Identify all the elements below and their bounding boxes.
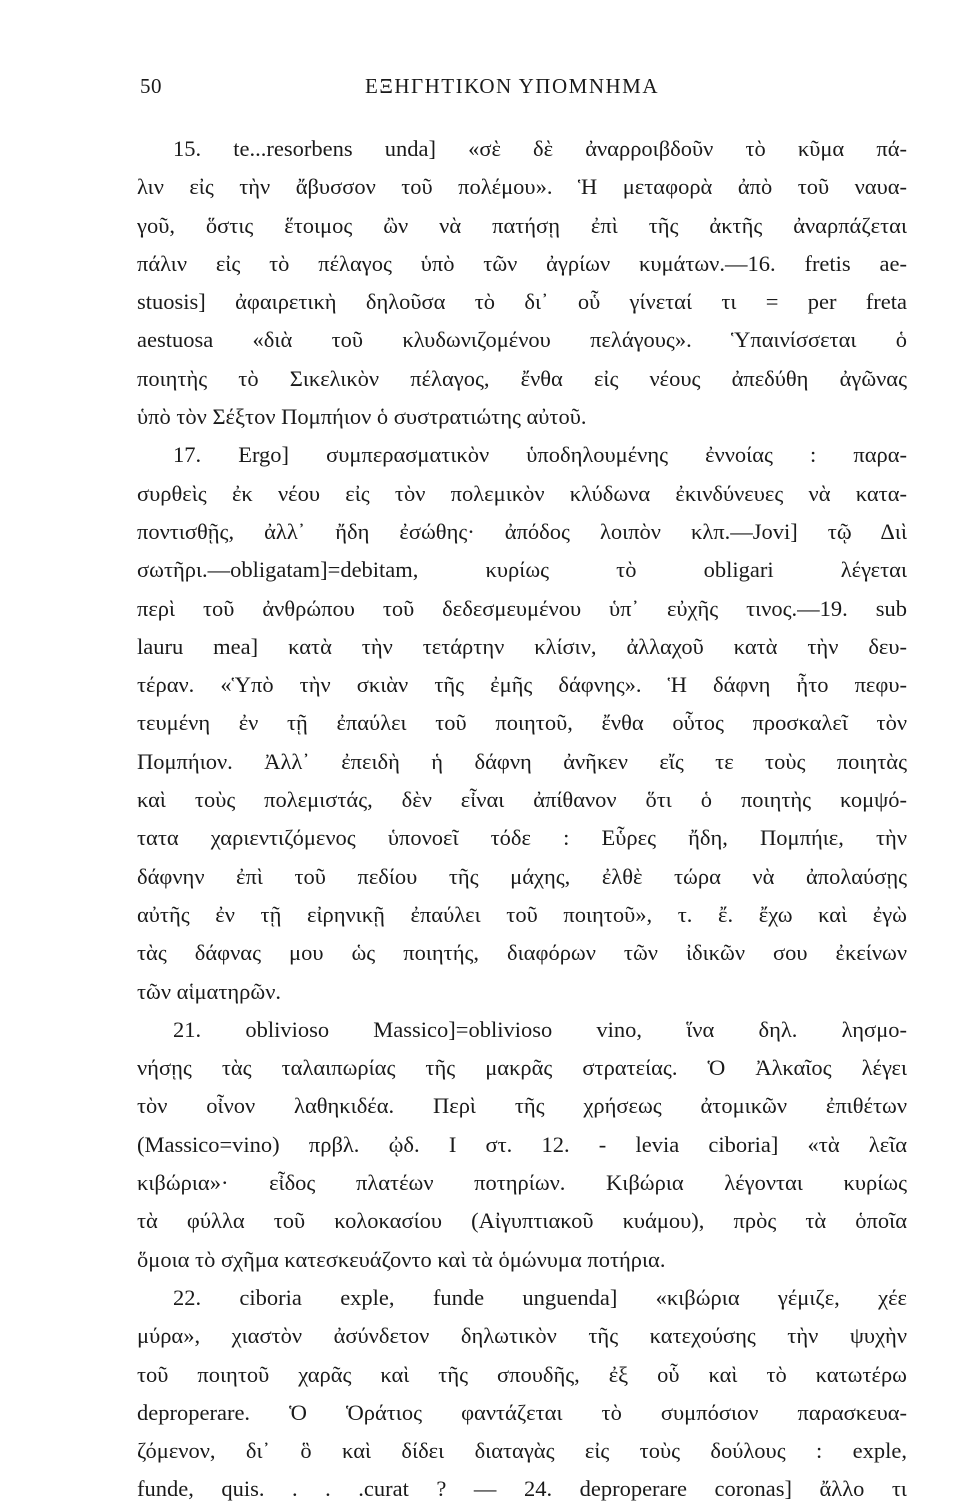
text-line: μύρα», χιαστὸν ἀσύνδετον δηλωτικὸν τῆς κατεχούσης τὴν ψυχὴν <box>137 1323 907 1349</box>
text-line: stuosis] ἀφαιρετικὴ δηλοῦσα τὸ δι᾽ οὗ γίνεταί τι = per freta <box>137 289 907 315</box>
text-line: 15. te...resorbens unda] «σὲ δὲ ἀναρροιβδοῦν τὸ κῦμα πά- <box>173 136 907 161</box>
text-line: τὰς δάφνας μου ὡς ποιητής, διαφόρων τῶν ἰδικῶν σου ἐκείνων <box>137 940 907 966</box>
text-line: τὸν οἶνον λαθηκιδέα. Περὶ τῆς χρήσεως ἀτομικῶν ἐπιθέτων <box>137 1093 907 1119</box>
text-line: ὑπὸ τὸν Σέξτον Πομπήιον ὁ συστρατιώτης αὐτοῦ. <box>137 404 587 430</box>
text-line: 21. oblivioso Massico]=oblivioso vino, ἵνα δηλ. λησμο- <box>173 1016 907 1042</box>
text-line: τευμένη ἐν τῇ ἐπαύλει τοῦ ποιητοῦ, ἔνθα οὗτος προσκαλεῖ τὸν <box>137 710 907 736</box>
text-line: αὐτῆς ἐν τῇ εἰρηνικῇ ἐπαύλει τοῦ ποιητοῦ», τ. ἔ. ἔχω καὶ ἐγὼ <box>137 901 907 927</box>
text-line: καὶ τοὺς πολεμιστάς, δὲν εἶναι ἀπίθανον ὅτι ὁ ποιητὴς κομψό- <box>137 787 907 813</box>
page-number: 50 <box>140 74 162 98</box>
text-line: 22. ciboria exple, funde unguenda] «κιβώρια γέμιζε, χέε <box>173 1284 907 1310</box>
text-line: λιν εἰς τὴν ἄβυσσον τοῦ πολέμου». Ἡ μεταφορὰ ἀπὸ τοῦ ναυα- <box>137 174 907 200</box>
text-line: τατα χαριεντιζόμενος ὑπονοεῖ τόδε : Εὗρες ἤδη, Πομπήιε, τὴν <box>137 825 907 851</box>
text-line: (Massico=vino) πρβλ. ᾠδ. I στ. 12. - levia ciboria] «τὰ λεῖα <box>137 1131 907 1157</box>
text-line: δάφνην ἐπὶ τοῦ πεδίου τῆς μάχης, ἐλθὲ τώρα νὰ ἀπολαύσῃς <box>137 863 907 889</box>
text-line: Πομπήιον. Ἀλλ᾽ ἐπειδὴ ἡ δάφνη ἀνῆκεν εἴς τε τοὺς ποιητὰς <box>137 748 907 774</box>
text-line: πάλιν εἰς τὸ πέλαγος ὑπὸ τῶν ἀγρίων κυμάτων.—16. fretis ae- <box>137 250 907 276</box>
text-line: τῶν αἱματηρῶν. <box>137 978 281 1004</box>
text-line: τέραν. «Ὑπὸ τὴν σκιὰν τῆς ἐμῆς δάφνης». Ἡ δάφνη ἦτο πεφυ- <box>137 672 907 698</box>
text-line: lauru mea] κατὰ τὴν τετάρτην κλίσιν, ἀλλαχοῦ κατὰ τὴν δευ- <box>137 633 907 659</box>
text-line: 17. Ergo] συμπερασματικὸν ὑποδηλουμένης ἐννοίας : παρα- <box>173 442 907 468</box>
text-line: aestuosa «διὰ τοῦ κλυδωνιζομένου πελάγους». Ὑπαινίσσεται ὁ <box>137 327 907 353</box>
text-line: ὅμοια τὸ σχῆμα κατεσκευάζοντο καὶ τὰ ὁμώνυμα ποτήρια. <box>137 1246 666 1272</box>
text-line: συρθεὶς ἐκ νέου εἰς τὸν πολεμικὸν κλύδωνα ἐκινδύνευες νὰ κατα- <box>137 480 907 506</box>
commentary-body <box>137 130 907 1509</box>
text-line: τὰ φύλλα τοῦ κολοκασίου (Αἰγυπτιακοῦ κυάμου), πρὸς τὰ ὁποῖα <box>137 1208 907 1234</box>
text-line: ποιητὴς τὸ Σικελικὸν πέλαγος, ἔνθα εἰς νέους ἀπεδύθη ἀγῶνας <box>137 365 907 391</box>
running-head <box>140 74 700 104</box>
text-line: deproperare. Ὁ Ὁράτιος φαντάζεται τὸ συμπόσιον παρασκευα- <box>137 1399 907 1425</box>
text-line: funde, quis. . . .curat ? — 24. deproperare coronas] ἄλλο τι <box>137 1476 907 1502</box>
text-line: ποντισθῇς, ἀλλ᾽ ἤδη ἐσώθης· ἀπόδος λοιπὸν κλπ.—Jovi] τῷ Διὶ <box>137 518 907 544</box>
text-line: περὶ τοῦ ἀνθρώπου τοῦ δεδεσμευμένου ὑπ᾽ εὐχῆς τινος.—19. sub <box>137 595 907 621</box>
running-title: ΕΞΗΓΗΤΙΚΟΝ ΥΠΟΜΝΗΜΑ <box>365 74 659 98</box>
text-line: τοῦ ποιητοῦ χαρᾶς καὶ τῆς σπουδῆς, ἐξ οὗ καὶ τὸ κατωτέρω <box>137 1361 907 1387</box>
text-line: ζόμενον, δι᾽ ὃ καὶ δίδει διαταγὰς εἰς τοὺς δούλους : exple, <box>137 1438 907 1464</box>
text-line: νήσῃς τὰς ταλαιπωρίας τῆς μακρᾶς στρατείας. Ὁ Ἀλκαῖος λέγει <box>137 1055 907 1081</box>
text-line: σωτῆρι.—obligatam]=debitam, κυρίως τὸ obligari λέγεται <box>137 557 907 583</box>
text-line: γοῦ, ὅστις ἕτοιμος ὢν νὰ πατήσῃ ἐπὶ τῆς ἀκτῆς ἀναρπάζεται <box>137 212 907 238</box>
text-line: κιβώρια»· εἶδος πλατέων ποτηρίων. Κιβώρια λέγονται κυρίως <box>137 1170 907 1196</box>
